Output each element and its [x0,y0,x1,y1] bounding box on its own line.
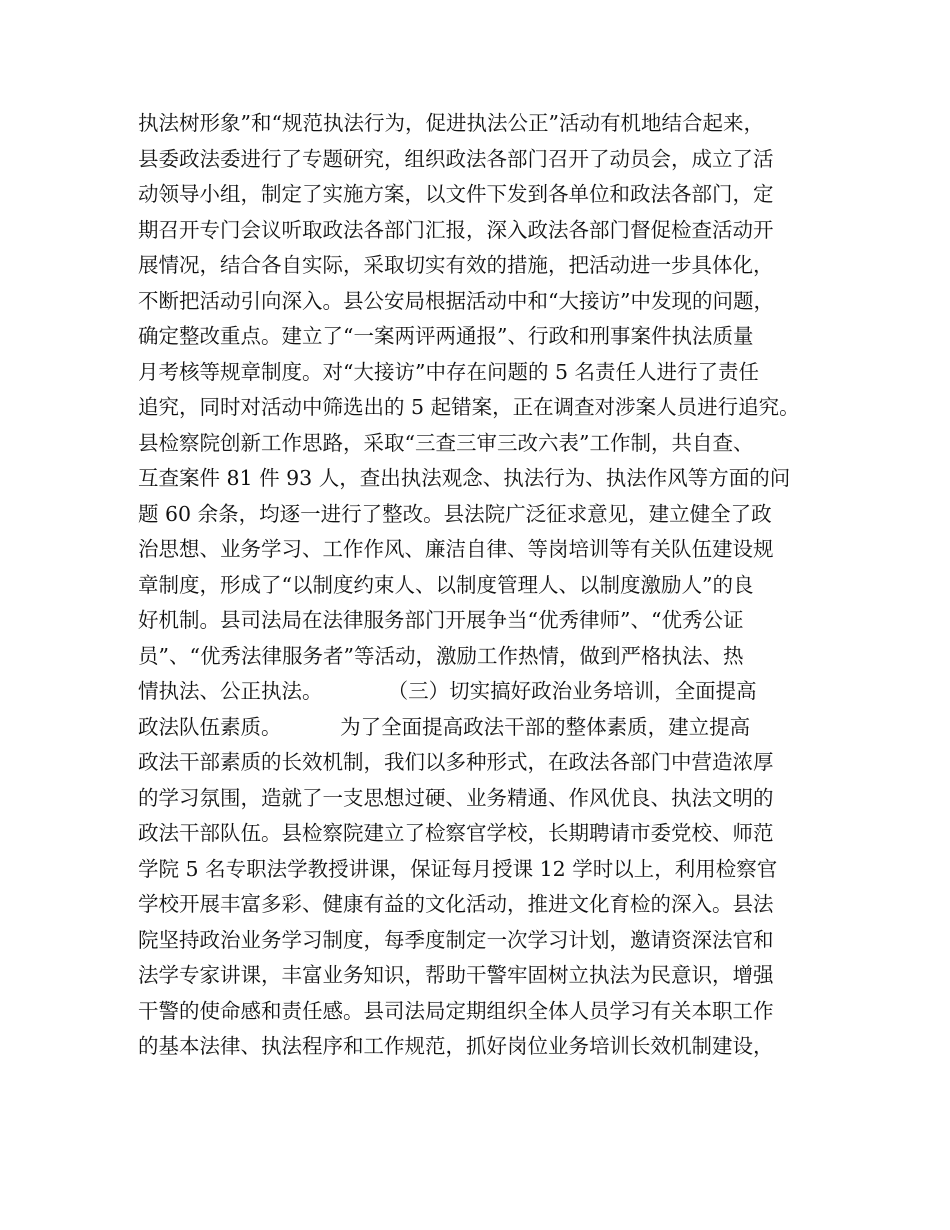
text-line: 治思想、业务学习、工作作风、廉洁自律、等岗培训等有关队伍建设规 [138,537,774,561]
text-line: 展情况，结合各自实际，采取切实有效的措施，把活动进一步具体化， [138,253,774,277]
text-line: 好机制。县司法局在法律服务部门开展争当“优秀律师”、“优秀公证 [138,608,744,632]
text-line: 追究，同时对活动中筛选出的 5 起错案，正在调查对涉案人员进行追究。 [138,395,800,419]
text-line: 学校开展丰富多彩、健康有益的文化活动，推进文化育检的深入。县法 [138,892,774,916]
text-line: 县检察院创新工作思路，采取“三查三审三改六表”工作制，共自查、 [138,430,754,455]
text-line: 期召开专门会议听取政法各部门汇报，深入政法各部门督促检查活动开 [138,217,774,242]
text-line: 学院 5 名专职法学教授讲课，保证每月授课 12 学时以上，利用检察官 [138,856,778,881]
text-line: 政法队伍素质。 为了全面提高政法干部的整体素质，建立提高 [138,714,751,739]
body-text [138,106,828,1065]
text-line: 互查案件 81 件 93 人，查出执法观念、执法行为、执法作风等方面的问 [138,466,791,490]
text-line: 的学习氛围，造就了一支思想过硬、业务精通、作风优良、执法文明的 [138,785,774,810]
text-line: 章制度，形成了“以制度约束人、以制度管理人、以制度激励人”的良 [138,572,754,597]
text-line: 县委政法委进行了专题研究，组织政法各部门召开了动员会，成立了活 [138,146,774,171]
text-line: 月考核等规章制度。对“大接访”中存在问题的 5 名责任人进行了责任 [138,359,760,384]
text-line: 动领导小组，制定了实施方案，以文件下发到各单位和政法各部门，定 [138,182,774,206]
text-line: 员”、“优秀法律服务者”等活动，激励工作热情，做到严格执法、热 [138,643,744,668]
text-line: 干警的使命感和责任感。县司法局定期组织全体人员学习有关本职工作 [138,998,774,1023]
text-line: 确定整改重点。建立了“一案两评两通报”、行政和刑事案件执法质量 [138,324,754,348]
text-line: 的基本法律、执法程序和工作规范，抓好岗位业务培训长效机制建设， [138,1034,774,1058]
text-line: 情执法、公正执法。 （三）切实搞好政治业务培训，全面提高 [138,679,757,703]
text-line: 政法干部素质的长效机制，我们以多种形式，在政法各部门中营造浓厚 [138,750,774,774]
text-line: 执法树形象”和“规范执法行为，促进执法公正”活动有机地结合起来， [138,111,764,135]
text-line: 题 60 余条，均逐一进行了整改。县法院广泛征求意见，建立健全了政 [138,501,772,526]
text-line: 不断把活动引向深入。县公安局根据活动中和“大接访”中发现的问题， [138,288,774,313]
text-line: 院坚持政治业务学习制度，每季度制定一次学习计划，邀请资深法官和 [138,927,774,952]
text-line: 政法干部队伍。县检察院建立了检察官学校，长期聘请市委党校、师范 [138,821,774,845]
text-line: 法学专家讲课，丰富业务知识，帮助干警牢固树立执法为民意识，增强 [138,963,774,987]
